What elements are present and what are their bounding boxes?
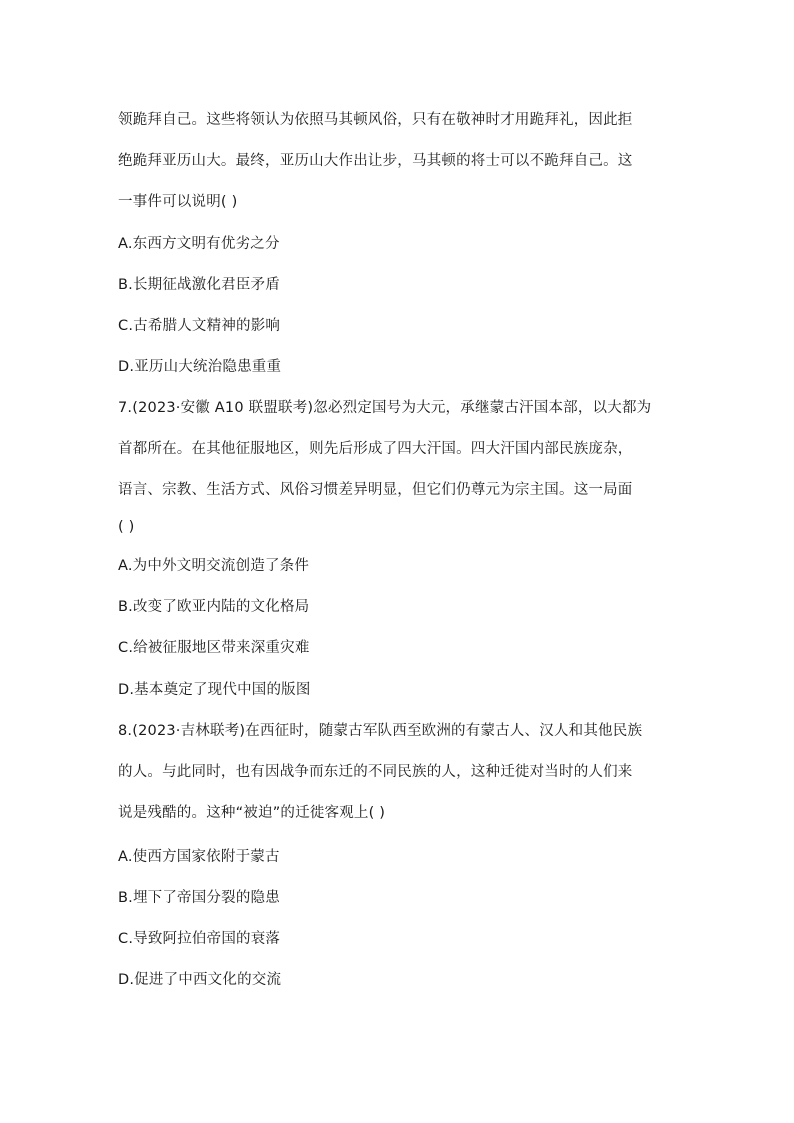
- q8-option-a: A.使西方国家依附于蒙古: [118, 849, 280, 865]
- q8-option-d: D.促进了中西文化的交流: [118, 972, 282, 988]
- q7-option-b: B.改变了欧亚内陆的文化格局: [118, 599, 310, 615]
- q8-stem-line-1: 8.(2023·吉林联考)在西征时，随蒙古军队西至欧洲的有蒙古人、汉人和其他民族: [118, 723, 643, 739]
- q7-stem-line-3: 语言、宗教、生活方式、风俗习惯差异明显，但它们仍尊元为宗主国。这一局面: [118, 482, 633, 498]
- q6-stem-line-3: 一事件可以说明( ): [118, 194, 238, 210]
- q7-option-c: C.给被征服地区带来深重灾难: [118, 640, 310, 656]
- q6-option-d: D.亚历山大统治隐患重重: [118, 359, 282, 375]
- q7-stem-line-1: 7.(2023·安徽 A10 联盟联考)忽必烈定国号为大元，承继蒙古汗国本部，以大都为: [118, 400, 652, 416]
- q6-stem-line-2: 绝跪拜亚历山大。最终，亚历山大作出让步，马其顿的将士可以不跪拜自己。这: [118, 153, 633, 169]
- q6-option-b: B.长期征战激化君臣矛盾: [118, 277, 280, 293]
- q8-stem-line-2: 的人。与此同时，也有因战争而东迁的不同民族的人，这种迁徙对当时的人们来: [118, 764, 633, 780]
- q7-stem-line-4: ( ): [118, 519, 135, 535]
- q7-stem-line-2: 首都所在。在其他征服地区，则先后形成了四大汗国。四大汗国内部民族庞杂，: [118, 441, 633, 457]
- q7-option-a: A.为中外文明交流创造了条件: [118, 558, 310, 574]
- q6-option-a: A.东西方文明有优劣之分: [118, 236, 280, 252]
- q7-option-d: D.基本奠定了现代中国的版图: [118, 682, 311, 698]
- q8-option-c: C.导致阿拉伯帝国的衰落: [118, 931, 281, 947]
- q6-option-c: C.古希腊人文精神的影响: [118, 318, 281, 334]
- q8-option-b: B.埋下了帝国分裂的隐患: [118, 890, 280, 906]
- q8-stem-line-3: 说是残酷的。这种“被迫”的迁徙客观上( ): [118, 805, 386, 821]
- q6-stem-line-1: 领跪拜自己。这些将领认为依照马其顿风俗，只有在敬神时才用跪拜礼，因此拒: [118, 112, 633, 128]
